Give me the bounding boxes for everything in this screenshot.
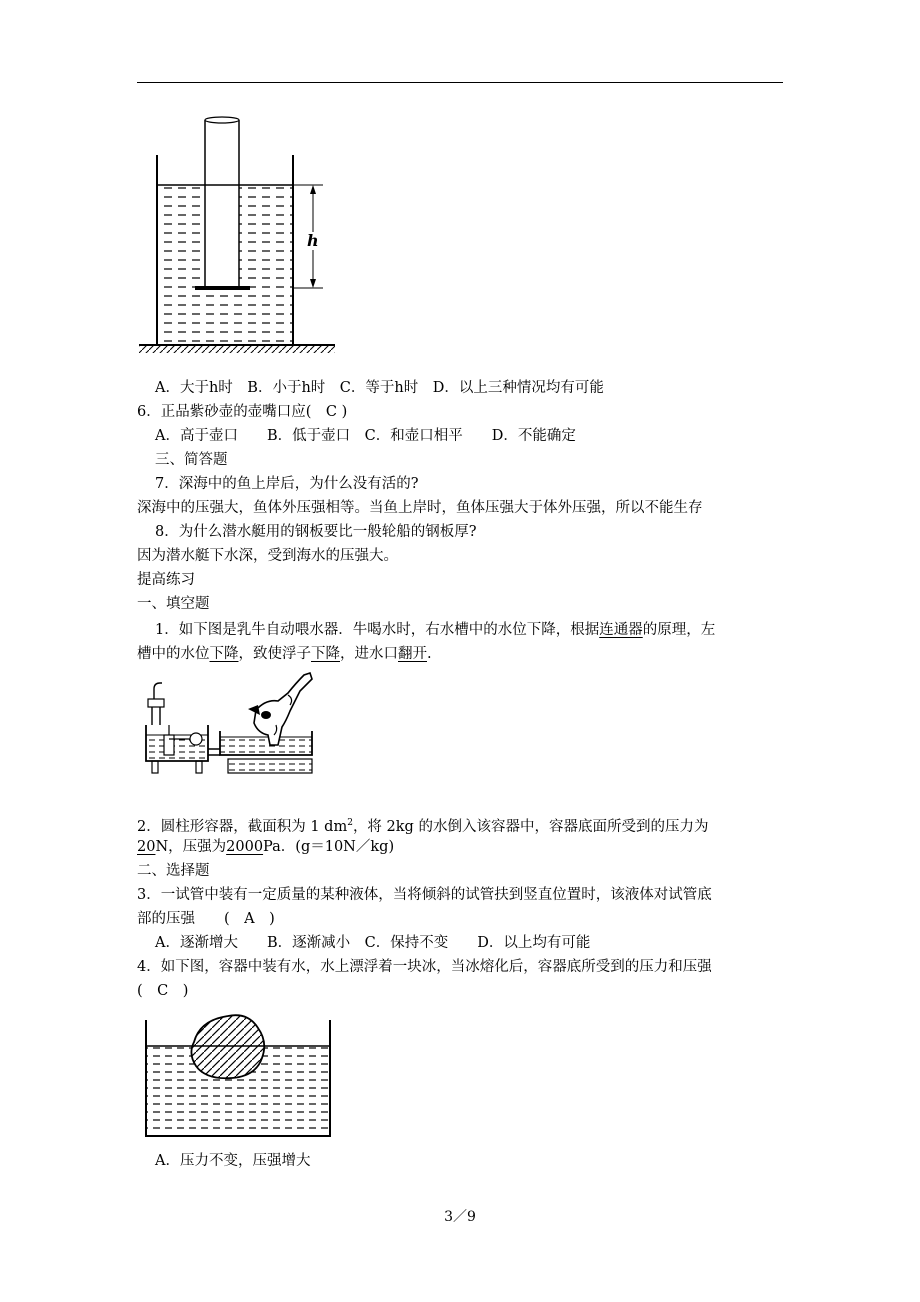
q7-question: 7．深海中的鱼上岸后，为什么没有活的? xyxy=(155,476,419,492)
q7-answer: 深海中的压强大，鱼体外压强相等。当鱼上岸时，鱼体压强大于体外压强，所以不能生存 xyxy=(137,500,703,516)
q2-blank1: 20 xyxy=(137,839,156,855)
header-rule xyxy=(137,82,783,83)
q6-stem: 6．正品紫砂壶的壶嘴口应( C ) xyxy=(137,404,348,420)
q6-options: A．高于壶口 B．低于壶口 C．和壶口相平 D．不能确定 xyxy=(155,428,576,444)
q8-answer: 因为潜水艇下水深，受到海水的压强大。 xyxy=(137,548,398,564)
figure-tube-container xyxy=(135,112,340,358)
q3-line1: 3．一试管中装有一定质量的某种液体，当将倾斜的试管扶到竖直位置时，该液体对试管底 xyxy=(137,887,712,903)
q5-options: A．大于h时 B．小于h时 C．等于h时 D．以上三种情况均有可能 xyxy=(155,380,604,396)
q4-line2: ( C ) xyxy=(137,983,189,999)
q1-blank1: 连通器 xyxy=(599,622,643,638)
q2-line1: 2．圆柱形容器，截面积为 1 $dm^2$，将 2kg 的水倒入该容器中，容器底面所受到的压力为 xyxy=(137,818,709,835)
q1-blank4: 翻开 xyxy=(398,646,427,662)
q8-question: 8．为什么潜水艇用的钢板要比一般轮船的钢板厚? xyxy=(155,524,477,540)
q4-line1: 4．如下图，容器中装有水，水上漂浮着一块冰，当冰熔化后，容器底所受到的压力和压强 xyxy=(137,959,712,975)
height-label: h xyxy=(307,231,319,250)
advanced-title: 提高练习 xyxy=(137,572,195,588)
choice-section-title: 二、选择题 xyxy=(137,863,210,879)
q1-line1: 1．如下图是乳牛自动喂水器．牛喝水时，右水槽中的水位下降，根据连通器的原理，左 xyxy=(155,622,716,638)
section-short-answer-title: 三、简答题 xyxy=(155,452,228,468)
q2-blank2: 2000 xyxy=(226,839,264,855)
q1-blank2: 下降 xyxy=(209,646,239,662)
q4-option-a: A．压力不变，压强增大 xyxy=(155,1153,311,1169)
q1-line2: 槽中的水位下降，致使浮子下降，进水口翻开. xyxy=(137,646,432,662)
q2-line2: 20N，压强为2000Pa．(g＝10N／kg) xyxy=(137,839,395,855)
q1-blank3: 下降 xyxy=(311,646,340,662)
fill-section-title: 一、填空题 xyxy=(137,596,210,612)
page-number: 3／9 xyxy=(444,1209,476,1225)
q3-options: A．逐渐增大 B．逐渐减小 C．保持不变 D．以上均有可能 xyxy=(155,935,591,951)
q3-line2: 部的压强 ( A ) xyxy=(137,911,275,927)
figure-floating-ice xyxy=(140,1012,336,1140)
figure-cow-water-feeder xyxy=(138,665,320,781)
